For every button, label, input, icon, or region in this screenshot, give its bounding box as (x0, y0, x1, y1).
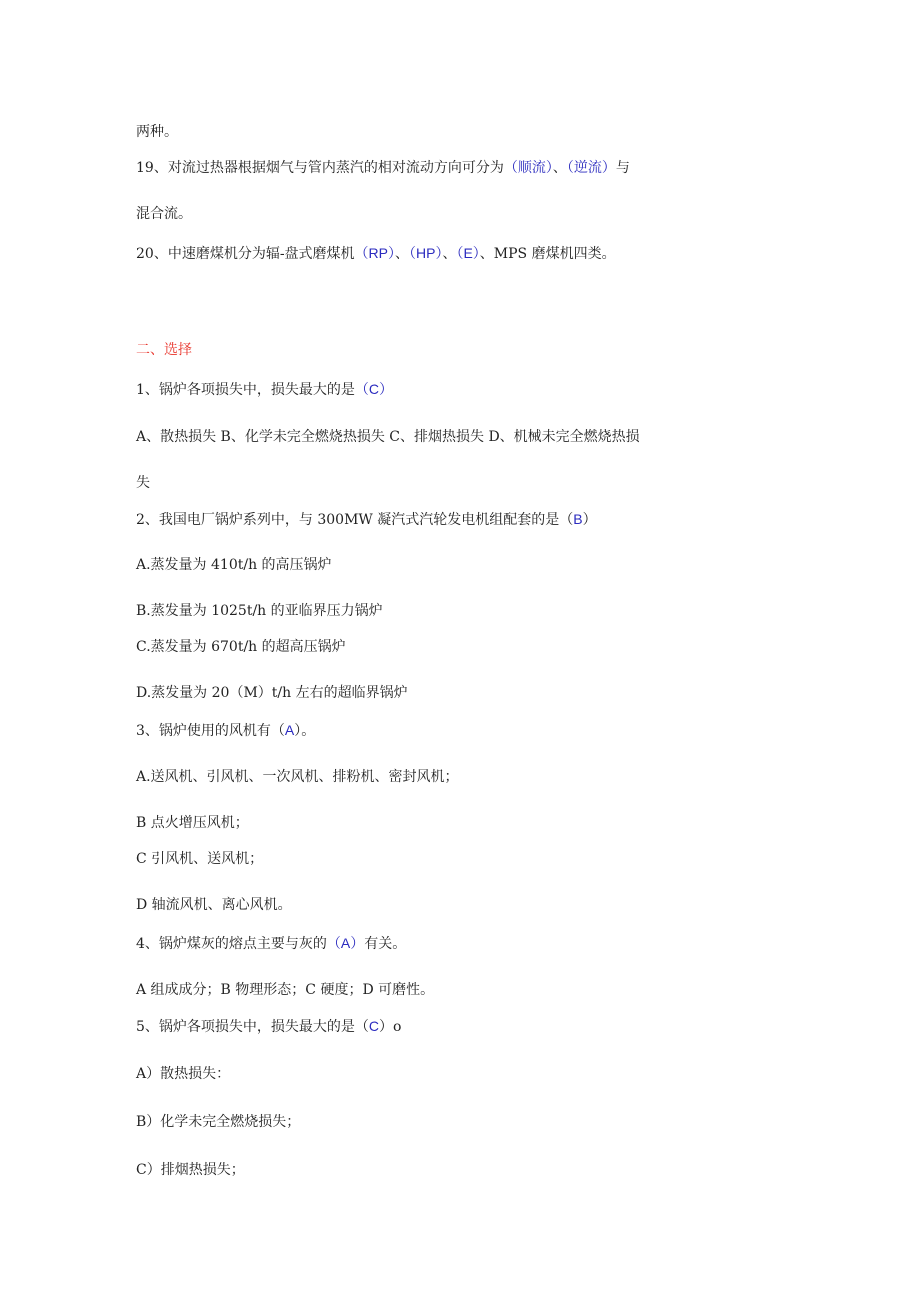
question-text: ） (582, 512, 597, 528)
text-line (136, 204, 192, 224)
answer: （A） (326, 935, 365, 951)
answer: A (284, 722, 295, 738)
option: C 引风机、送风机； (136, 851, 264, 867)
question-2 (136, 509, 597, 530)
options: A 组成成分；B 物理形态；C 硬度；D 可磨性。 (136, 982, 435, 998)
separator: 、 (442, 246, 457, 262)
answer: （HP） (409, 245, 443, 261)
question-1 (136, 379, 393, 400)
text: 两种。 (136, 124, 178, 140)
option: D.蒸发量为 20（M）t/h 左右的超临界锅炉 (136, 685, 408, 701)
answer: （逆流） (566, 160, 616, 176)
answer: B (573, 511, 583, 527)
options: A、散热损失 B、化学未完全燃烧热损失 C、排烟热损失 D、机械未完全燃烧热损 (136, 429, 640, 445)
option: A.送风机、引风机、一次风机、排粉机、密封风机； (136, 769, 459, 785)
text-line (136, 122, 178, 142)
answer: （RP） (354, 245, 395, 261)
question-text: ）o (379, 1019, 402, 1035)
option: C.蒸发量为 670t/h 的超高压锅炉 (136, 639, 346, 655)
answer: （C） (354, 381, 394, 397)
question-text: 有关。 (364, 936, 407, 952)
option: D 轴流风机、离心风机。 (136, 897, 292, 913)
question-19 (136, 158, 630, 178)
question-text: ）。 (294, 723, 316, 739)
option: A.蒸发量为 410t/h 的高压锅炉 (136, 557, 332, 573)
question-text: 19、对流过热器根据烟气与管内蒸汽的相对流动方向可分为 (136, 160, 504, 176)
answer: C (368, 1018, 380, 1034)
question-text: 、MPS 磨煤机四类。 (479, 246, 616, 262)
option: B）化学未完全燃烧损失； (136, 1114, 301, 1130)
question-text: 2、我国电厂锅炉系列中，与 300MW 凝汽式汽轮发电机组配套的是（ (136, 512, 574, 528)
option: C）排烟热损失； (136, 1162, 245, 1178)
option: B.蒸发量为 1025t/h 的亚临界压力锅炉 (136, 603, 383, 619)
separator: 、 (552, 160, 567, 176)
question-text: 与 (615, 160, 630, 176)
question-3 (136, 720, 315, 741)
question-4 (136, 933, 406, 954)
question-20 (136, 243, 616, 264)
answer: （E） (456, 245, 480, 261)
option: B 点火增压风机； (136, 815, 249, 831)
question-text: 4、锅炉煤灰的熔点主要与灰的 (136, 936, 327, 952)
question-5 (136, 1016, 401, 1037)
question-text: 20、中速磨煤机分为辐-盘式磨煤机 (136, 246, 355, 262)
text: 混合流。 (136, 206, 192, 222)
question-text: 1、锅炉各项损失中，损失最大的是 (136, 382, 355, 398)
section-title: 二、选择 (136, 342, 192, 358)
answer: （顺流） (503, 160, 553, 176)
question-text: 5、锅炉各项损失中，损失最大的是（ (136, 1019, 369, 1035)
options: 失 (136, 475, 150, 491)
separator: 、 (395, 246, 409, 262)
option: A）散热损失： (136, 1066, 231, 1082)
question-text: 3、锅炉使用的风机有（ (136, 723, 285, 739)
